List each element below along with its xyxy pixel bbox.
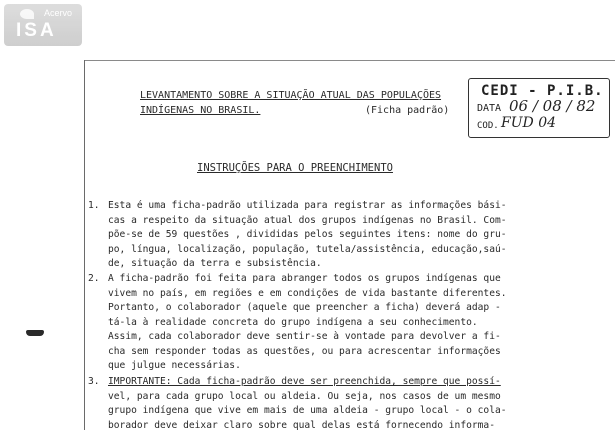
stamp-cod-value: FUD 04	[501, 115, 556, 131]
item-line: põe-se de 59 questões , divididas pelos seguintes itens: nome do gru-	[108, 228, 613, 243]
item-line: A ficha-padrão foi feita para abranger todos os grupos indígenas que	[108, 272, 613, 287]
archive-stamp	[468, 78, 610, 138]
item-line: vel, para cada grupo local ou aldeia. Ou seja, nos casos de um mesmo	[108, 390, 613, 405]
item-line: que julgue necessárias.	[108, 359, 613, 374]
item-line: po, língua, localização, população, tutela/assistência, educação,saú-	[108, 243, 613, 258]
item-line: Assim, cada colaborador deve sentir-se à vontade para devolver a fi-	[108, 330, 613, 345]
punch-hole-mark	[26, 330, 44, 336]
stamp-date-label: DATA	[477, 103, 501, 114]
item-line: vivem no país, em regiões e em condições de vida bastante diferentes.	[108, 287, 613, 302]
instruction-item-3	[88, 375, 613, 433]
item-line: IMPORTANTE: Cada ficha-padrão deve ser preenchida, sempre que possí-	[108, 375, 613, 390]
document-title-line2: INDÍGENAS NO BRASIL.	[140, 105, 260, 116]
leaf-icon	[20, 9, 34, 19]
item-line: borador deve deixar claro sobre qual delas está fornecendo informa-	[108, 419, 613, 433]
stamp-line1: CEDI - P.I.B.	[481, 83, 604, 99]
logo-acervo-text: Acervo	[44, 8, 72, 18]
instruction-item-2	[88, 272, 613, 374]
item-number: 1.	[88, 199, 108, 214]
acervo-isa-logo	[4, 4, 82, 46]
item-line: Portanto, o colaborador (aquele que preencher a ficha) deverá adap -	[108, 301, 613, 316]
item-line: cha sem responder todas as questões, ou para acrescentar informações	[108, 345, 613, 360]
item-line: grupo indígena que vive em mais de uma aldeia - grupo local - o cola-	[108, 404, 613, 419]
instruction-item-1	[88, 199, 613, 272]
logo-isa-text: ISA	[16, 20, 57, 42]
instructions-heading: INSTRUÇÕES PARA O PREENCHIMENTO	[197, 162, 393, 174]
item-line: tá-la à realidade concreta do grupo indígena a seu conhecimento.	[108, 316, 613, 331]
document-title-line1: LEVANTAMENTO SOBRE A SITUAÇÃO ATUAL DAS POPULAÇÕES	[140, 90, 441, 101]
page-top-edge	[84, 60, 615, 61]
item-line: Esta é uma ficha-padrão utilizada para registrar as informações bási-	[108, 199, 613, 214]
page-left-edge	[84, 60, 85, 430]
stamp-date-value: 06 / 08 / 82	[509, 97, 595, 115]
item-line: de, situação da terra e subsistência.	[108, 257, 613, 272]
item-line: cas a respeito da situação atual dos grupos indígenas no Brasil. Com-	[108, 214, 613, 229]
document-subtitle: (Ficha padrão)	[365, 105, 449, 116]
stamp-cod-label: COD.	[477, 121, 499, 131]
item-number: 2.	[88, 272, 108, 287]
item-number: 3.	[88, 375, 108, 390]
